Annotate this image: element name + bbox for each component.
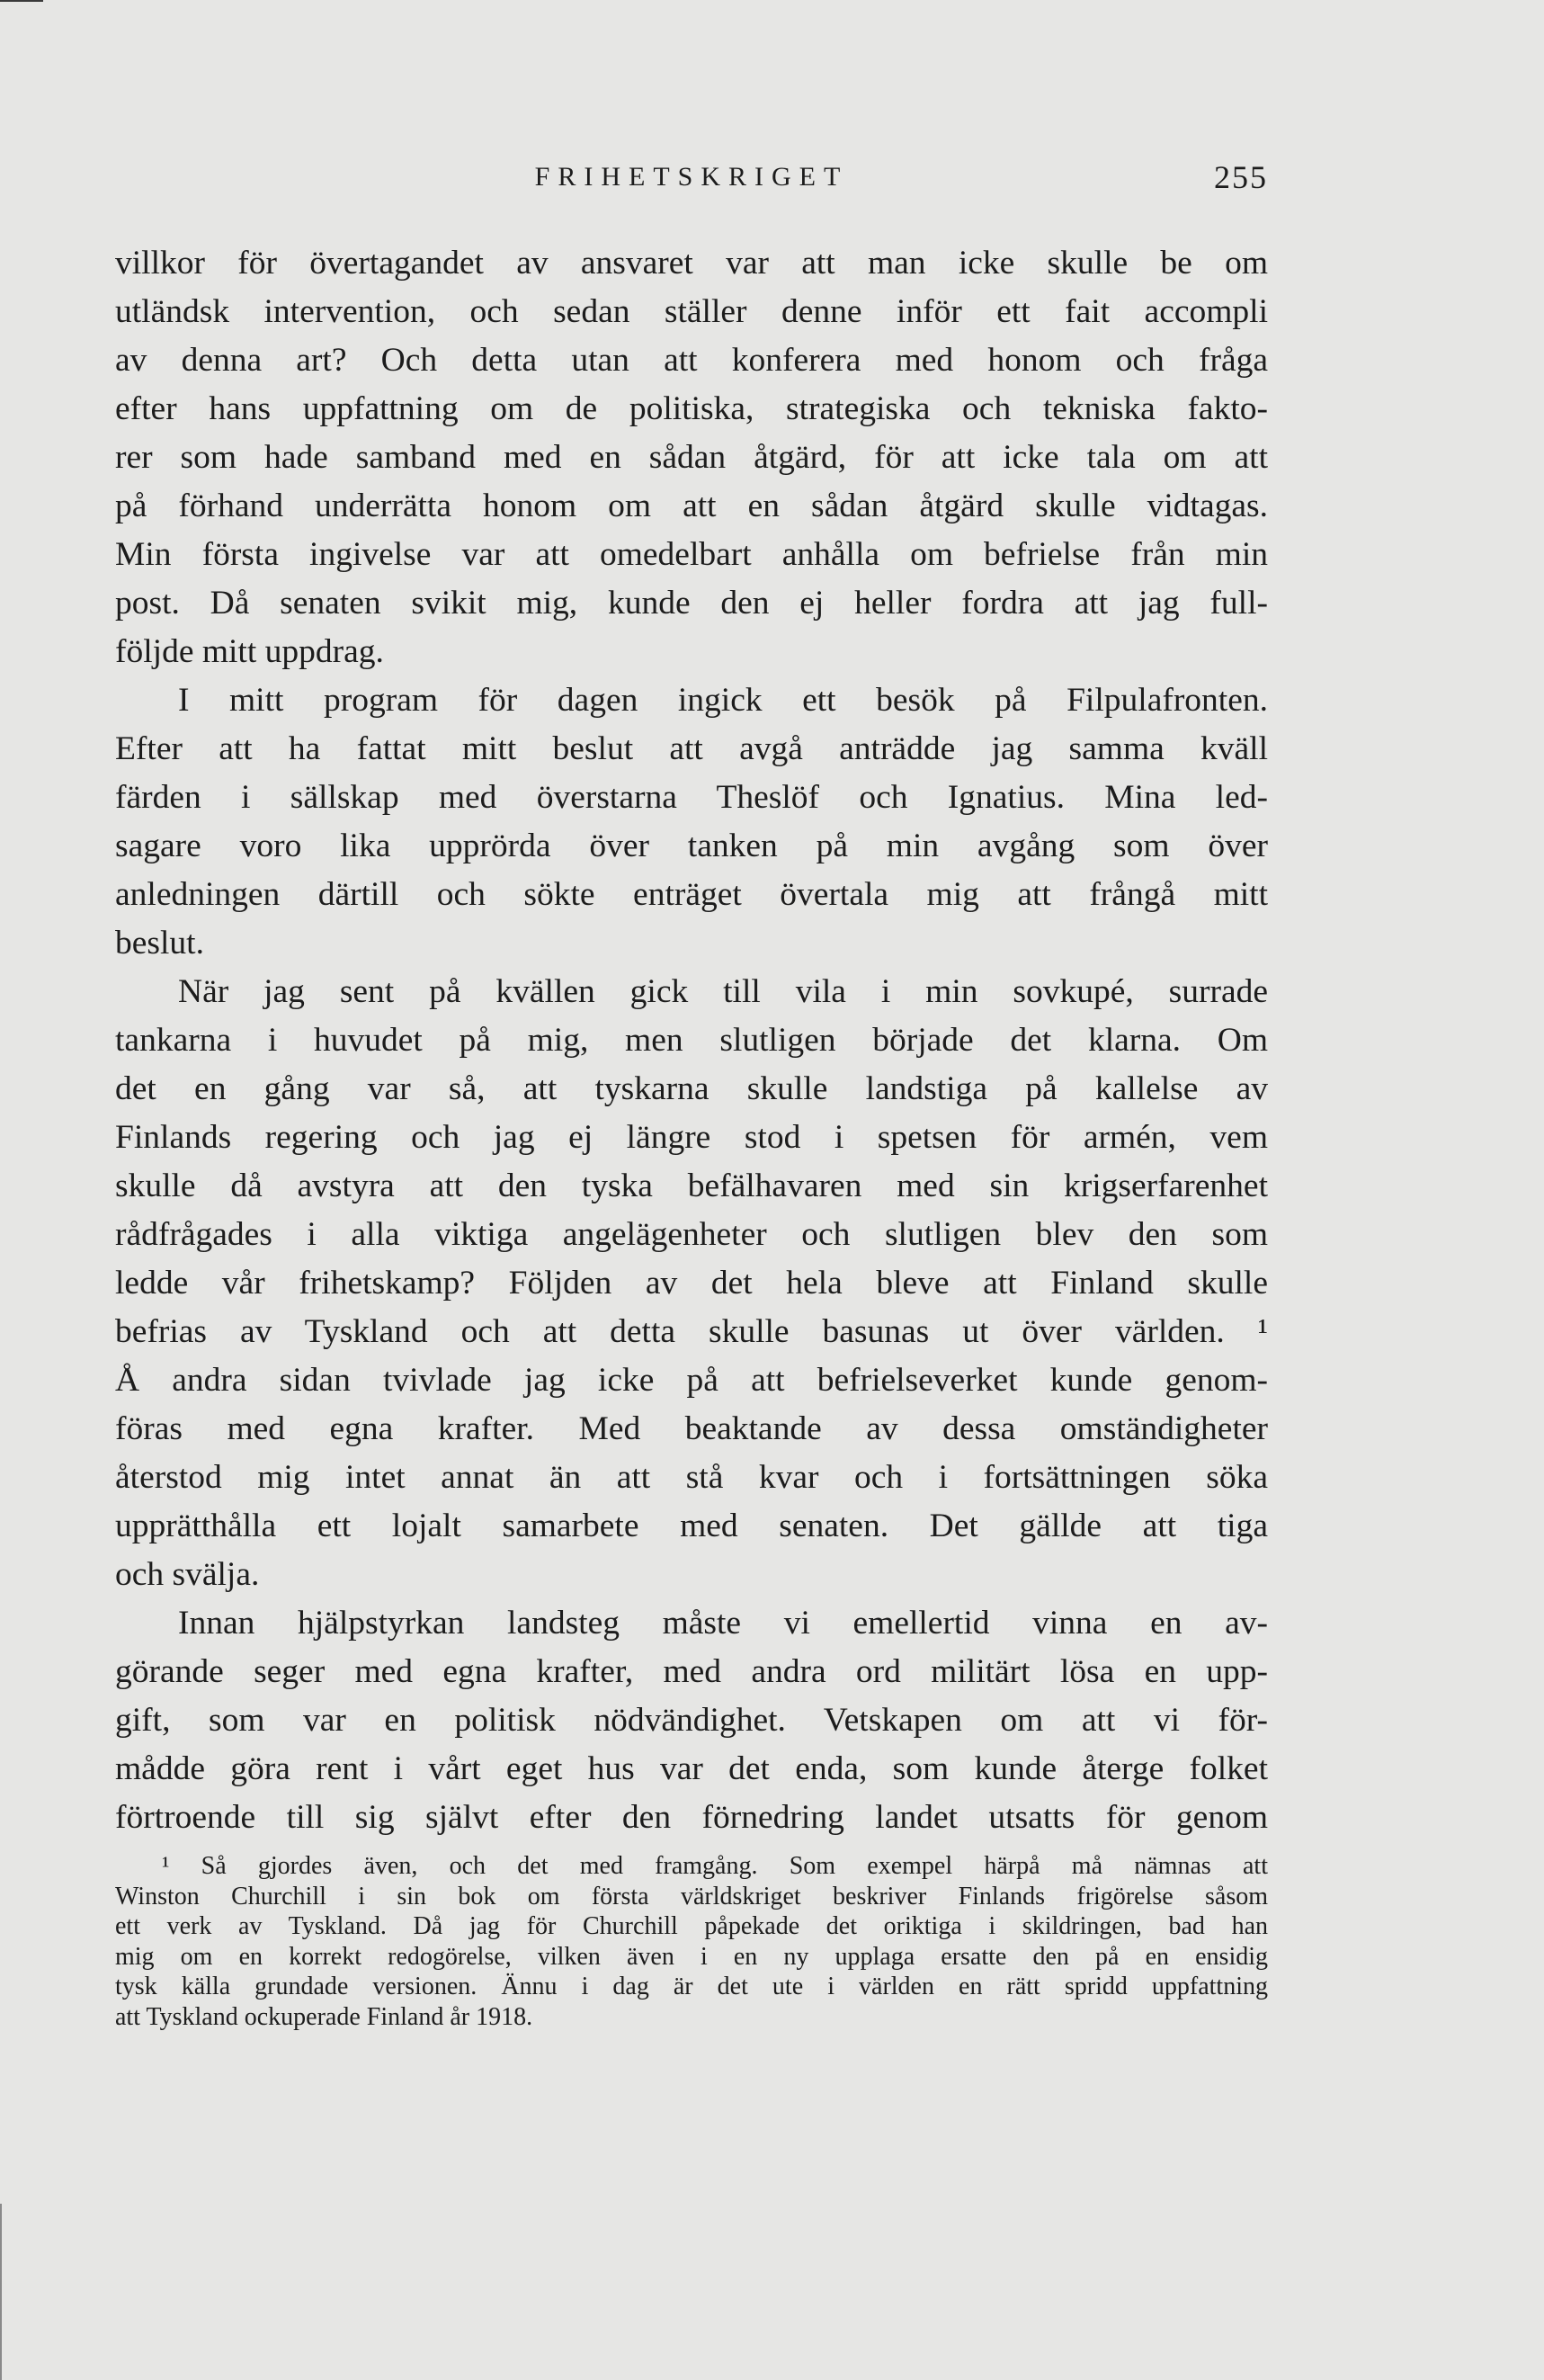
text-line: befrias av Tyskland och att detta skulle basunas ut över världen. ¹ bbox=[115, 1313, 1268, 1350]
body-text bbox=[115, 239, 1268, 1842]
text-line: sagare voro lika upprörda över tanken på min avgång som över bbox=[115, 828, 1268, 864]
text-line: återstod mig intet annat än att stå kvar och i fortsättningen söka bbox=[115, 1459, 1268, 1496]
text-line: Efter att ha fattat mitt beslut att avgå anträdde jag samma kväll bbox=[115, 730, 1268, 767]
footnote-line: ¹ Så gjordes även, och det med framgång. Som exempel härpå må nämnas att bbox=[162, 1852, 1268, 1880]
text-line: skulle då avstyra att den tyska befälhavaren med sin krigserfarenhet bbox=[115, 1168, 1268, 1204]
text-line: rer som hade samband med en sådan åtgärd, för att icke tala om att bbox=[115, 439, 1268, 476]
text-line: görande seger med egna krafter, med andra ord militärt lösa en upp- bbox=[115, 1653, 1268, 1690]
text-line: efter hans uppfattning om de politiska, strategiska och tekniska fakto- bbox=[115, 390, 1268, 427]
text-line: beslut. bbox=[115, 925, 204, 962]
text-line: I mitt program för dagen ingick ett besök på Filpulafronten. bbox=[178, 682, 1268, 719]
text-line: Finlands regering och jag ej längre stod i spetsen för armén, vem bbox=[115, 1119, 1268, 1156]
footnote-line: att Tyskland ockuperade Finland år 1918. bbox=[115, 2002, 533, 2031]
text-line: på förhand underrätta honom om att en sådan åtgärd skulle vidtagas. bbox=[115, 488, 1268, 524]
text-line: När jag sent på kvällen gick till vila i min sovkupé, surrade bbox=[178, 973, 1268, 1010]
running-title: FRIHETSKRIGET bbox=[534, 162, 849, 192]
footnote-line: tysk källa grundade versionen. Ännu i dag är det ute i världen en rätt spridd uppfattning bbox=[115, 1973, 1268, 2000]
text-line: föras med egna krafter. Med beaktande av dessa omständigheter bbox=[115, 1410, 1268, 1447]
text-line: följde mitt uppdrag. bbox=[115, 633, 384, 670]
footnote-line: mig om en korrekt redogörelse, vilken även i en ny upplaga ersatte den på en ensidig bbox=[115, 1942, 1268, 1971]
text-line: post. Då senaten svikit mig, kunde den ej heller fordra att jag full- bbox=[115, 585, 1268, 622]
text-line: utländsk intervention, och sedan ställer denne inför ett fait accompli bbox=[115, 293, 1268, 330]
footnotes bbox=[115, 1851, 1268, 2032]
text-line: mådde göra rent i vårt eget hus var det enda, som kunde återge folket bbox=[115, 1750, 1268, 1787]
page-number: 255 bbox=[1214, 159, 1268, 195]
text-line: ledde vår frihetskamp? Följden av det hela bleve att Finland skulle bbox=[115, 1265, 1268, 1302]
text-line: det en gång var så, att tyskarna skulle landstiga på kallelse av bbox=[115, 1070, 1268, 1107]
text-line: tankarna i huvudet på mig, men slutligen började det klarna. Om bbox=[115, 1022, 1268, 1059]
text-line: rådfrågades i alla viktiga angelägenheter och slutligen blev den som bbox=[115, 1216, 1268, 1253]
running-head bbox=[115, 155, 1268, 200]
text-line: gift, som var en politisk nödvändighet. Vetskapen om att vi för- bbox=[115, 1702, 1268, 1739]
text-line: färden i sällskap med överstarna Theslöf och Ignatius. Mina led- bbox=[115, 779, 1268, 816]
text-line: villkor för övertagandet av ansvaret var att man icke skulle be om bbox=[115, 245, 1268, 282]
scan-edge-mark bbox=[0, 0, 43, 2]
footnote-line: Winston Churchill i sin bok om första världskriget beskriver Finlands frigörelse såsom bbox=[115, 1882, 1268, 1910]
footnote-line: ett verk av Tyskland. Då jag för Churchill påpekade det oriktiga i skildringen, bad han bbox=[115, 1912, 1268, 1940]
text-line: Å andra sidan tvivlade jag icke på att befrielseverket kunde genom- bbox=[115, 1362, 1268, 1399]
scan-edge-mark-left bbox=[0, 2204, 2, 2380]
text-line: Innan hjälpstyrkan landsteg måste vi emellertid vinna en av- bbox=[178, 1605, 1268, 1642]
text-line: och svälja. bbox=[115, 1556, 260, 1593]
text-line: anledningen därtill och sökte enträget övertala mig att frångå mitt bbox=[115, 876, 1268, 913]
text-line: Min första ingivelse var att omedelbart anhålla om befrielse från min bbox=[115, 536, 1268, 573]
text-line: förtroende till sig självt efter den förnedring landet utsatts för genom bbox=[115, 1799, 1268, 1836]
text-line: av denna art? Och detta utan att konferera med honom och fråga bbox=[115, 342, 1268, 379]
text-line: upprätthålla ett lojalt samarbete med senaten. Det gällde att tiga bbox=[115, 1508, 1268, 1544]
